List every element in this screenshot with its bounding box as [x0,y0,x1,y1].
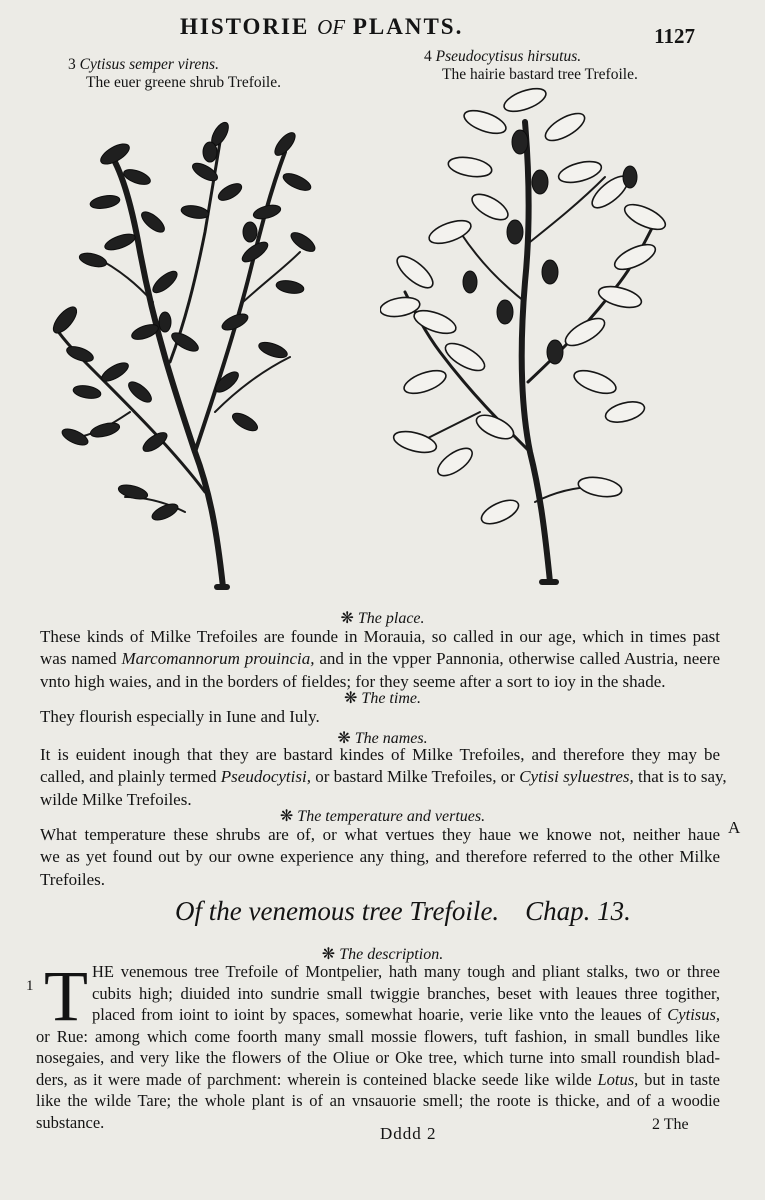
heading-text: The names. [354,730,428,747]
asterism-icon: ❋ [340,610,354,627]
chapter-heading: Of the venemous tree Trefoile. [175,896,500,926]
heading-text: The description. [339,946,444,963]
text-line: like the wilde Tare; the whole plant is of an vnsauorie smell; the roote is thicke, and of a woodie [36,1091,720,1110]
text-line: substance. [36,1112,105,1132]
paragraph-names [40,744,727,811]
signature-mark: Dddd 2 [380,1124,437,1143]
folio-number: 1127 [654,24,695,48]
paragraph-temperature [40,824,720,891]
running-title-2: PLANTS. [352,14,464,39]
text-line: wilde Milke Trefoiles. [40,789,192,809]
figure-caption-left [68,56,281,92]
asterism-icon: ❋ [279,808,294,825]
chapter-number: Chap. 13. [525,896,631,926]
text-line: HE venemous tree Trefoile of Montpelier, hath many tough and pliant stalks, two or three [92,962,720,981]
drop-cap: T [44,956,88,1036]
text-line: vnto high waies, and in the borders of fieldes; for they seeme after a sort to ioy in the shade. [40,671,666,691]
asterism-icon: ❋ [344,690,358,707]
figure-caption-right [424,48,638,84]
text-line: called, and plainly termed Pseudocytisi, or bastard Milke Trefoiles, or Cytisi syluestres, that is to say, [40,767,727,787]
text-line: placed from ioint to ioint by spaces, somewhat hoarie, verie like vnto the leaues of Cytisus, [92,1005,720,1024]
paragraph-place [40,626,720,693]
heading-text: The place. [357,610,425,627]
marginal-letter: A [728,818,741,837]
heading-text: The temperature and vertues. [297,808,486,825]
caption-number: 4 [424,48,432,65]
caption-english: The euer greene shrub Trefoile. [86,74,281,91]
caption-latin: Pseudocytisus hirsutus. [435,48,582,65]
caption-english: The hairie bastard tree Trefoile. [442,66,638,83]
paragraph-description [36,956,721,1133]
text-line: cubits high; diuided into sundrie small twiggie branches, beset with leaues three togither, [92,983,720,1003]
woodcut-evergreen-shrub-trefoil [45,92,335,597]
section-number: 1 [26,978,34,994]
heading-temperature [0,806,765,826]
text-line: It is euident inough that they are bastard kindes of Milke Trefoiles, and therefore they may be [40,745,720,764]
asterism-icon: ❋ [337,730,351,747]
chapter-title [175,896,631,927]
text-line: What temperature these shrubs are of, or what vertues they haue we knowe not, neither haue [40,825,720,844]
text-line: nosegaies, and very like the flowers of the Oliue or Oke tree, which turne into small roundish blad- [36,1048,720,1067]
text-line: They flourish especially in Iune and Iuly. [40,707,320,726]
text-line: These kinds of Milke Trefoiles are founde in Morauia, so called in our age, which in times past [40,627,720,646]
caption-number: 3 [68,56,76,73]
asterism-icon: ❋ [321,946,336,963]
text-line: or Rue: among which come foorth many small mossie flowers, tuft fashion, in small bundles like [36,1026,720,1046]
woodcut-hairy-bastard-tree-trefoil [380,82,680,592]
heading-place [0,608,765,628]
text-line: was named Marcomannorum prouincia, and in the vpper Pannonia, otherwise called Austria, neere [40,649,720,669]
heading-time [0,688,765,708]
text-line: we as yet found out by our owne experience any thing, and therefore referred to the other Milke [40,847,720,867]
running-title-of: OF [317,15,346,39]
catchword: 2 The [652,1116,689,1133]
paragraph-time [40,706,720,728]
running-title-1: HISTORIE [180,14,310,39]
heading-text: The time. [361,690,421,707]
running-head [180,14,463,40]
text-line: Trefoiles. [40,869,106,889]
caption-latin: Cytisus semper virens. [79,56,219,73]
text-line: ders, as it were made of parchment: wherein is conteined blacke seede like wilde Lotus, but in taste [36,1069,721,1089]
